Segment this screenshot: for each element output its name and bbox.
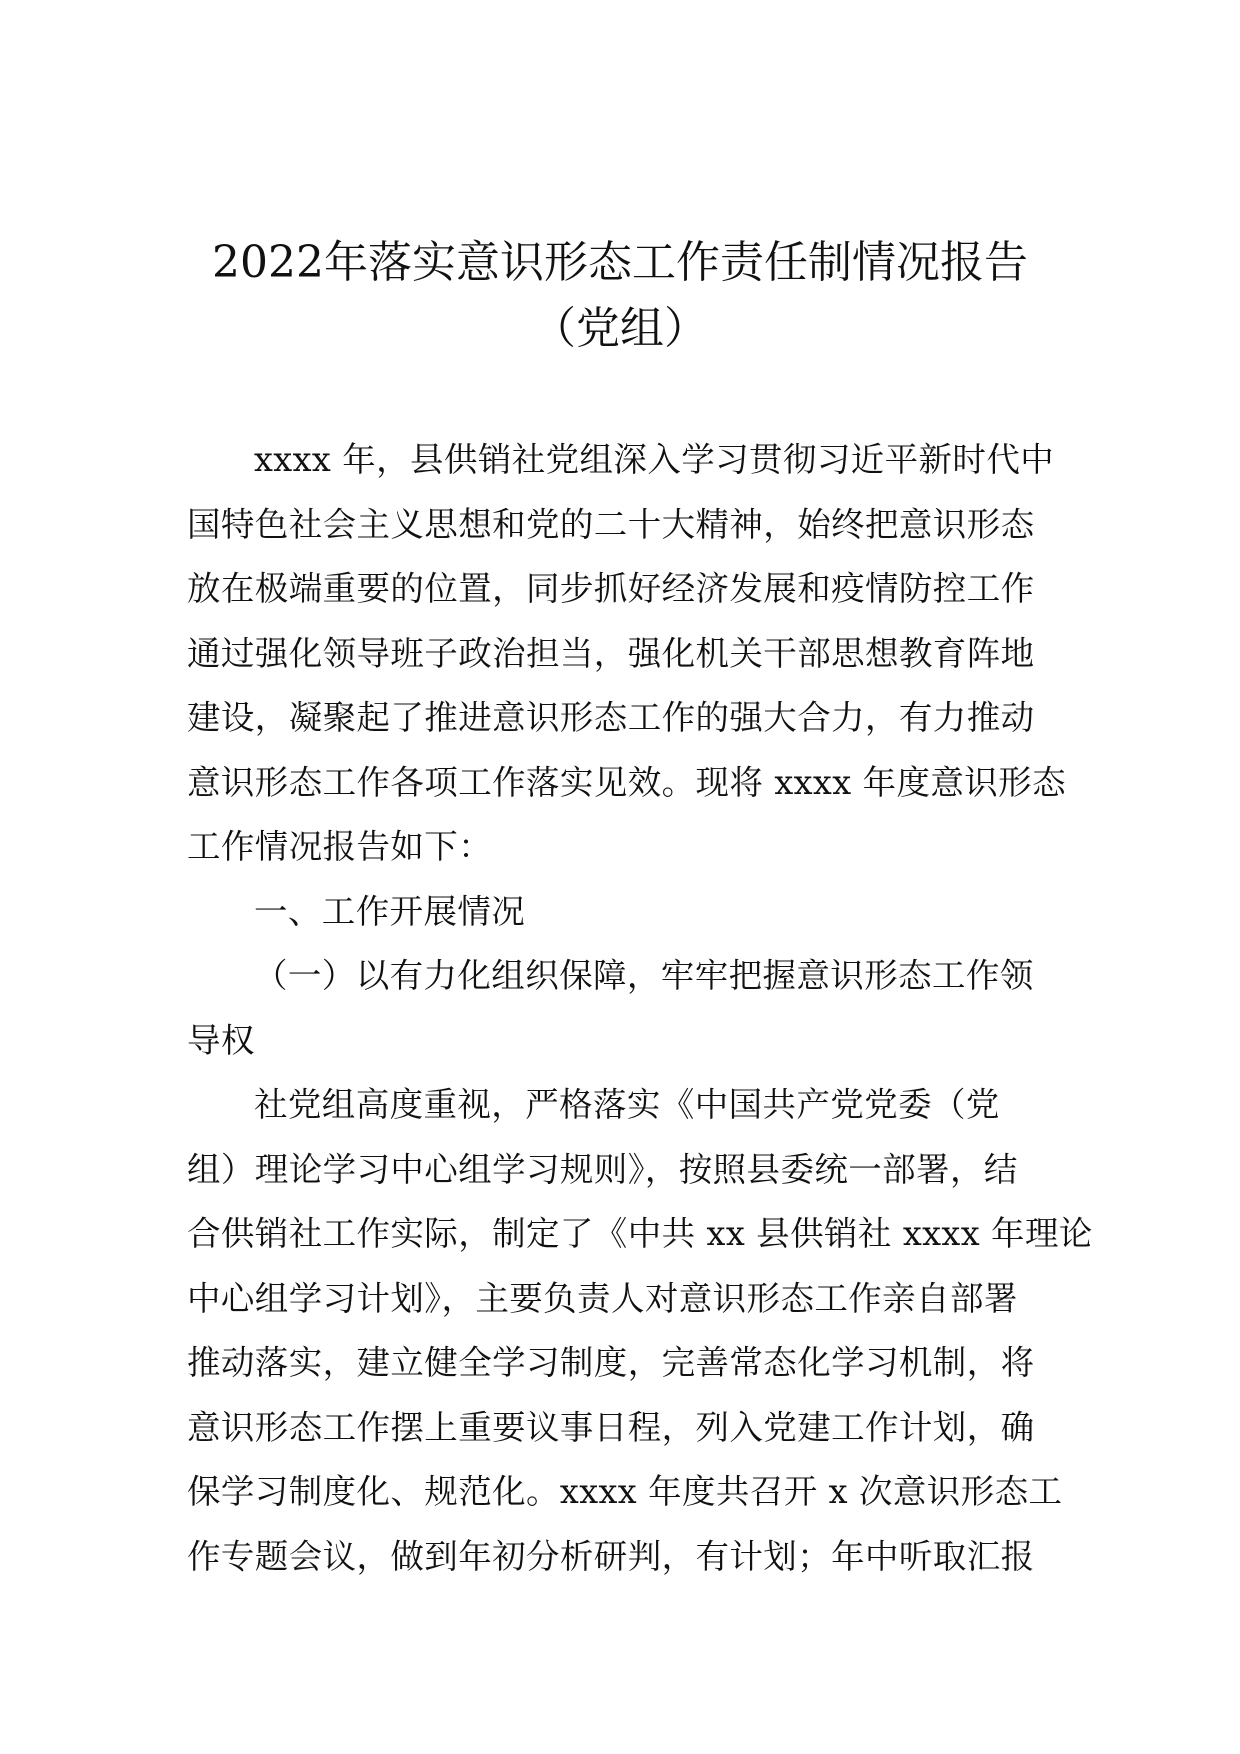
document-title: 2022年落实意识形态工作责任制情况报告 xyxy=(212,237,1028,288)
body-line: 工作情况报告如下： xyxy=(187,827,493,866)
body-line: 合供销社工作实际，制定了《中共 xx 县供销社 xxxx 年理论 xyxy=(187,1214,1093,1253)
body-line: 推动落实，建立健全学习制度，完善常态化学习机制，将 xyxy=(187,1343,1035,1382)
body-line: 中心组学习计划》，主要负责人对意识形态工作亲自部署 xyxy=(187,1278,1018,1318)
body-line: 意识形态工作各项工作落实见效。现将 xxxx 年度意识形态 xyxy=(187,762,1066,802)
body-line: 国特色社会主义思想和党的二十大精神，始终把意识形态 xyxy=(187,504,1035,544)
body-line: 作专题会议，做到年初分析研判，有计划；年中听取汇报 xyxy=(187,1536,1035,1576)
body-line: 放在极端重要的位置，同步抓好经济发展和疫情防控工作 xyxy=(187,569,1035,608)
body-line: 保学习制度化、规范化。xxxx 年度共召开 x 次意识形态工 xyxy=(187,1472,1063,1511)
document-subtitle: （党组） xyxy=(532,303,708,354)
body-line: （一）以有力化组织保障，牢牢把握意识形态工作领 xyxy=(254,956,1034,995)
body-line: xxxx 年，县供销社党组深入学习贯彻习近平新时代中 xyxy=(254,440,1055,479)
body-line: 社党组高度重视，严格落实《中国共产党党委（党 xyxy=(254,1085,1000,1124)
body-line: 通过强化领导班子政治担当，强化机关干部思想教育阵地 xyxy=(187,633,1035,673)
body-line: 一、工作开展情况 xyxy=(254,891,526,931)
body-line: 导权 xyxy=(187,1020,255,1060)
body-line: 组）理论学习中心组学习规则》，按照县委统一部署，结 xyxy=(187,1149,1018,1189)
body-line: 意识形态工作摆上重要议事日程，列入党建工作计划，确 xyxy=(187,1407,1035,1447)
document-body xyxy=(187,428,1093,1589)
body-line: 建设，凝聚起了推进意识形态工作的强大合力，有力推动 xyxy=(187,698,1035,737)
